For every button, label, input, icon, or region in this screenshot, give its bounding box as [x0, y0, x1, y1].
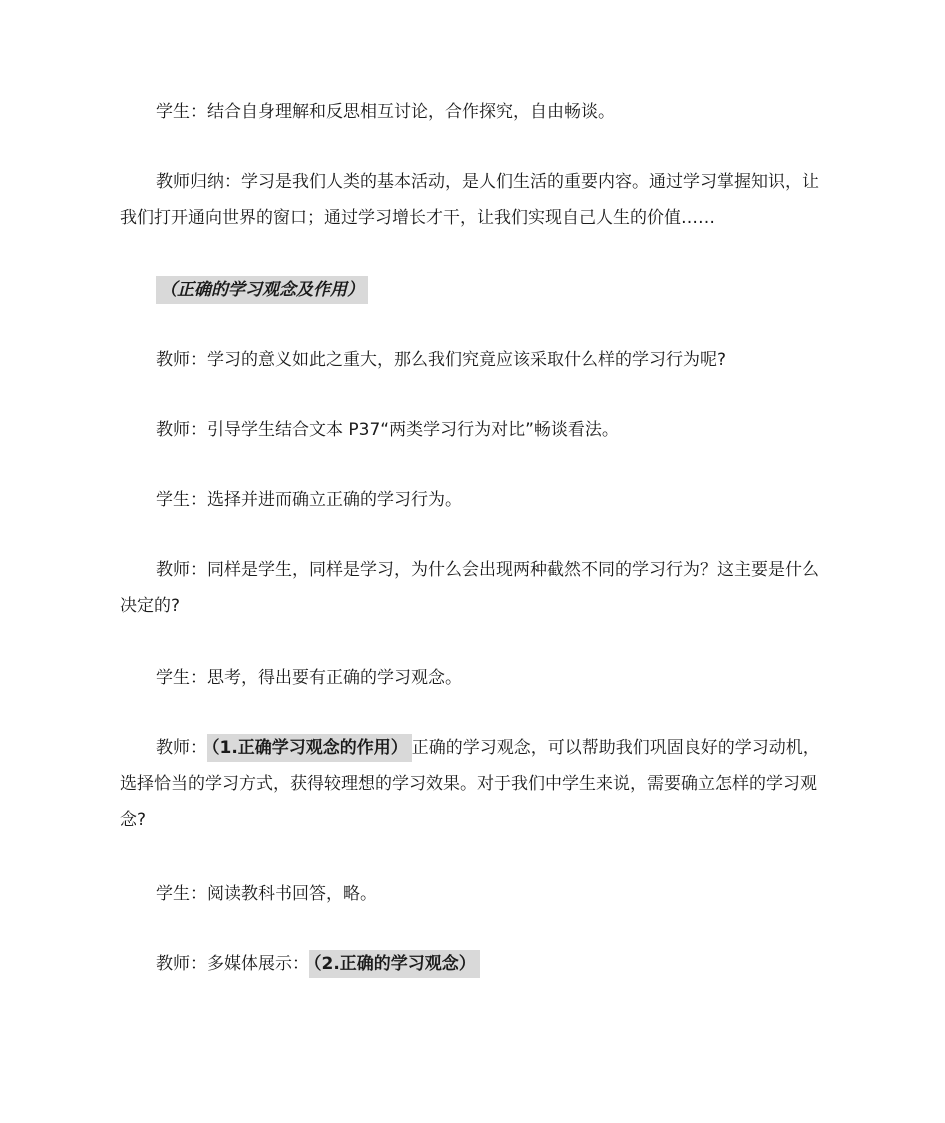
paragraph-text: 正确的学习观念，可以帮助我们巩固良好的学习动机，选择恰当的学习方式，获得较理想的学习效果。对于我们中学生来说，需要确立怎样的学习观念?	[120, 738, 820, 830]
paragraph-student-discussion	[120, 94, 832, 130]
paragraph-student-read	[120, 876, 832, 912]
paragraph-text: 教师：同样是学生，同样是学习，为什么会出现两种截然不同的学习行为？这主要是什么决定的?	[120, 560, 819, 616]
paragraph-teacher-why	[120, 552, 832, 624]
paragraph-teacher-guide	[120, 412, 832, 448]
paragraph-student-think	[120, 660, 832, 696]
paragraph-text: 学生：阅读教科书回答，略。	[156, 884, 377, 904]
paragraph-teacher-question	[120, 342, 832, 378]
paragraph-teacher-multimedia	[120, 946, 832, 982]
paragraph-student-choose	[120, 482, 832, 518]
inline-heading-highlight: （1.正确学习观念的作用）	[207, 734, 412, 762]
paragraph-text: 教师：引导学生结合文本 P37“两类学习行为对比”畅谈看法。	[156, 420, 619, 440]
paragraph-teacher-summary	[120, 164, 832, 236]
paragraph-text: 教师归纳：学习是我们人类的基本活动，是人们生活的重要内容。通过学习掌握知识，让我们打开通向世界的窗口；通过学习增长才干，让我们实现自己人生的价值……	[120, 172, 819, 228]
paragraph-teacher-role	[120, 730, 832, 838]
paragraph-text: 学生：思考，得出要有正确的学习观念。	[156, 668, 462, 688]
paragraph-text: 学生：结合自身理解和反思相互讨论，合作探究，自由畅谈。	[156, 102, 615, 122]
paragraph-prefix: 教师：	[156, 738, 207, 758]
paragraph-prefix: 教师：多媒体展示：	[156, 954, 309, 974]
section-heading-highlight: （正确的学习观念及作用）	[156, 276, 368, 304]
paragraph-text: 教师：学习的意义如此之重大，那么我们究竟应该采取什么样的学习行为呢?	[156, 350, 727, 370]
paragraph-text: 学生：选择并进而确立正确的学习行为。	[156, 490, 462, 510]
section-heading	[120, 272, 832, 308]
inline-heading-highlight: （2.正确的学习观念）	[309, 950, 480, 978]
